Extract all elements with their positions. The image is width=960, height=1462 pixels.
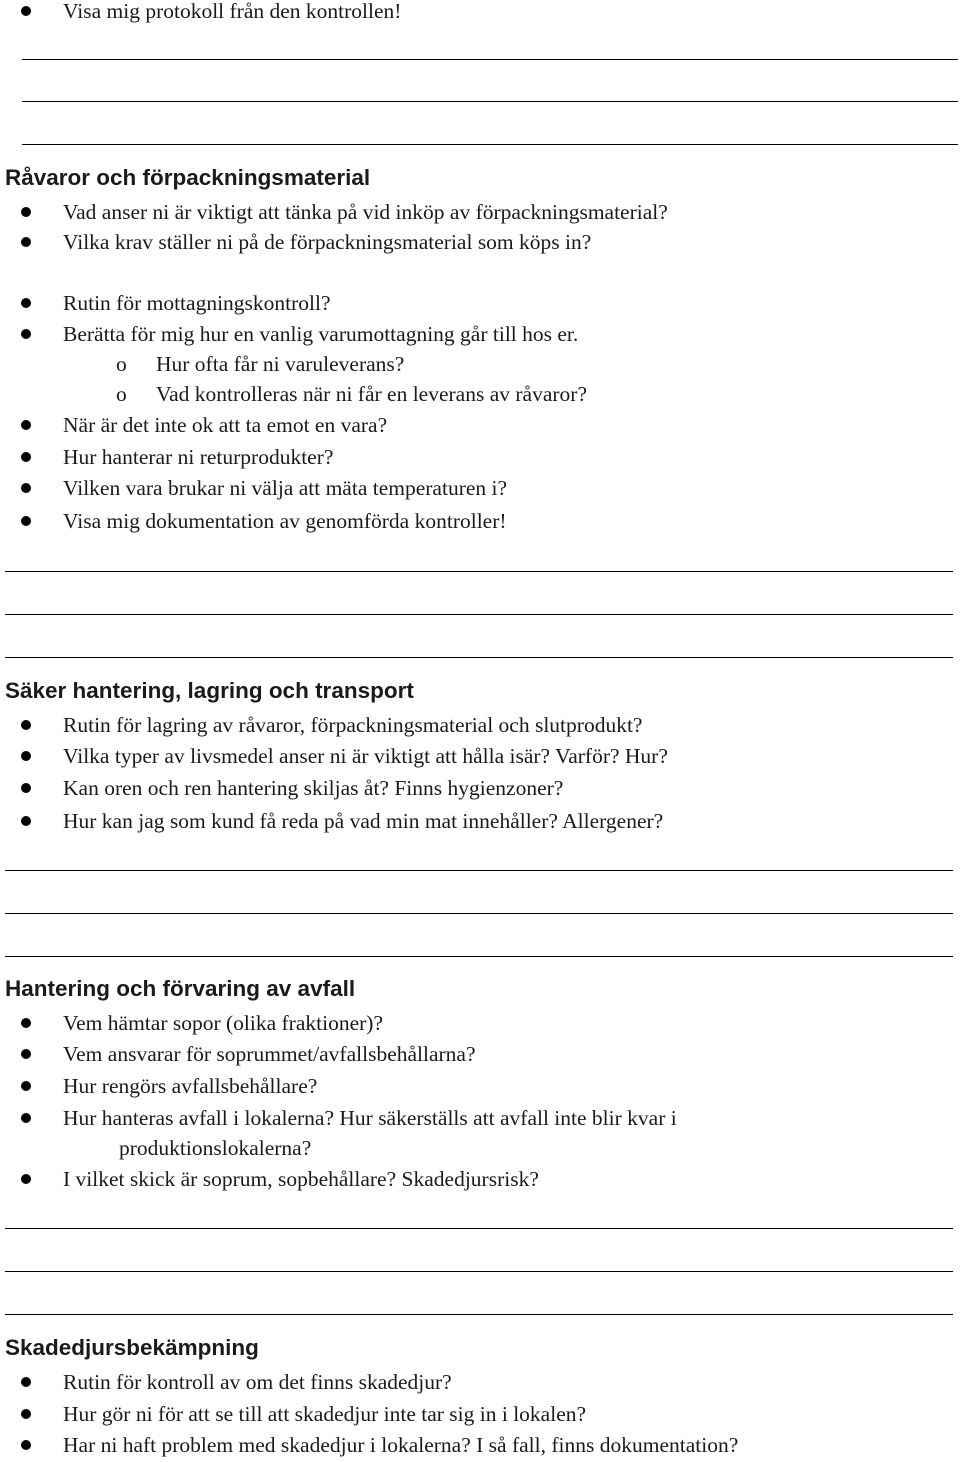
list-item-text: Rutin för kontroll av om det finns skadedjur? <box>63 1370 452 1394</box>
answer-line <box>5 870 953 871</box>
section-heading: Råvaror och förpackningsmaterial <box>5 165 371 190</box>
section-heading: Hantering och förvaring av avfall <box>5 976 356 1001</box>
bullet-icon <box>21 1018 31 1028</box>
list-item <box>0 288 940 318</box>
list-item-text: Hur kan jag som kund få reda på vad min mat innehåller? Allergener? <box>63 809 664 833</box>
list-item <box>0 473 940 503</box>
list-item <box>0 710 940 740</box>
bullet-icon <box>21 720 31 730</box>
list-item <box>0 773 940 803</box>
answer-line <box>5 1314 953 1315</box>
list-item-continuation <box>0 1133 940 1163</box>
list-item-text: I vilket skick är soprum, sopbehållare? Skadedjursrisk? <box>63 1167 539 1191</box>
list-item-text: Vem ansvarar för soprummet/avfallsbehållarna? <box>63 1042 476 1066</box>
list-item <box>0 1367 940 1397</box>
bullet-icon <box>21 6 31 16</box>
list-item <box>0 1008 940 1038</box>
list-item <box>0 410 940 440</box>
bullet-icon <box>21 516 31 526</box>
list-item-text: Vilken vara brukar ni välja att mäta temperaturen i? <box>63 476 508 500</box>
section-heading: Skadedjursbekämpning <box>5 1335 259 1360</box>
list-item-text: Vilka typer av livsmedel anser ni är viktigt att hålla isär? Varför? Hur? <box>63 744 668 768</box>
bullet-icon <box>21 452 31 462</box>
list-item <box>0 442 940 472</box>
list-item-text: Berätta för mig hur en vanlig varumottagning går till hos er. <box>63 322 579 346</box>
list-item <box>0 806 940 836</box>
answer-line <box>5 571 953 572</box>
list-item <box>0 506 940 536</box>
list-item-text: Hur hanterar ni returprodukter? <box>63 445 334 469</box>
list-item <box>0 1399 940 1429</box>
sub-list-item-text: Vad kontrolleras när ni får en leverans av råvaror? <box>156 382 587 406</box>
list-item-text: Vad anser ni är viktigt att tänka på vid inköp av förpackningsmaterial? <box>63 200 668 224</box>
bullet-icon <box>21 1113 31 1123</box>
sub-list-item-text: Hur ofta får ni varuleverans? <box>156 352 405 376</box>
list-item-text: Rutin för mottagningskontroll? <box>63 291 331 315</box>
bullet-icon <box>21 207 31 217</box>
list-item <box>0 741 940 771</box>
answer-line <box>22 101 958 102</box>
list-item-text: Vem hämtar sopor (olika fraktioner)? <box>63 1011 383 1035</box>
bullet-icon <box>21 420 31 430</box>
list-item-text: När är det inte ok att ta emot en vara? <box>63 413 388 437</box>
bullet-icon <box>21 751 31 761</box>
bullet-icon <box>21 1174 31 1184</box>
answer-line <box>5 1228 953 1229</box>
list-item-text: Visa mig protokoll från den kontrollen! <box>63 0 402 23</box>
answer-line <box>5 956 953 957</box>
list-item-text: Hur rengörs avfallsbehållare? <box>63 1074 318 1098</box>
bullet-icon <box>21 483 31 493</box>
list-item <box>0 1071 940 1101</box>
list-item-text: Hur gör ni för att se till att skadedjur inte tar sig in i lokalen? <box>63 1402 587 1426</box>
list-item <box>0 197 940 227</box>
list-item-text: Visa mig dokumentation av genomförda kontroller! <box>63 509 507 533</box>
section-heading: Säker hantering, lagring och transport <box>5 678 414 703</box>
list-item <box>0 227 940 257</box>
list-item-text: produktionslokalerna? <box>119 1136 312 1160</box>
list-item-text: Rutin för lagring av råvaror, förpackningsmaterial och slutprodukt? <box>63 713 643 737</box>
sub-list-item <box>0 379 940 409</box>
list-item <box>0 0 940 26</box>
answer-line <box>5 1271 953 1272</box>
list-item-text: Har ni haft problem med skadedjur i lokalerna? I så fall, finns dokumentation? <box>63 1433 739 1457</box>
answer-line <box>5 657 953 658</box>
answer-line <box>22 59 958 60</box>
bullet-icon <box>21 1377 31 1387</box>
answer-line <box>22 144 958 145</box>
list-item <box>0 1103 940 1133</box>
list-item <box>0 1039 940 1069</box>
list-item <box>0 1430 940 1460</box>
sub-list-item <box>0 349 940 379</box>
bullet-icon <box>21 816 31 826</box>
answer-line <box>5 614 953 615</box>
bullet-icon <box>21 1409 31 1419</box>
list-item-text: Hur hanteras avfall i lokalerna? Hur säkerställs att avfall inte blir kvar i <box>63 1106 677 1130</box>
bullet-icon <box>21 1440 31 1450</box>
list-item <box>0 319 940 349</box>
circle-bullet-icon: o <box>116 352 127 376</box>
bullet-icon <box>21 237 31 247</box>
circle-bullet-icon: o <box>116 382 127 406</box>
bullet-icon <box>21 298 31 308</box>
bullet-icon <box>21 1049 31 1059</box>
answer-line <box>5 913 953 914</box>
list-item-text: Vilka krav ställer ni på de förpackningsmaterial som köps in? <box>63 230 592 254</box>
bullet-icon <box>21 329 31 339</box>
list-item-text: Kan oren och ren hantering skiljas åt? Finns hygienzoner? <box>63 776 564 800</box>
list-item <box>0 1164 940 1194</box>
bullet-icon <box>21 783 31 793</box>
bullet-icon <box>21 1081 31 1091</box>
